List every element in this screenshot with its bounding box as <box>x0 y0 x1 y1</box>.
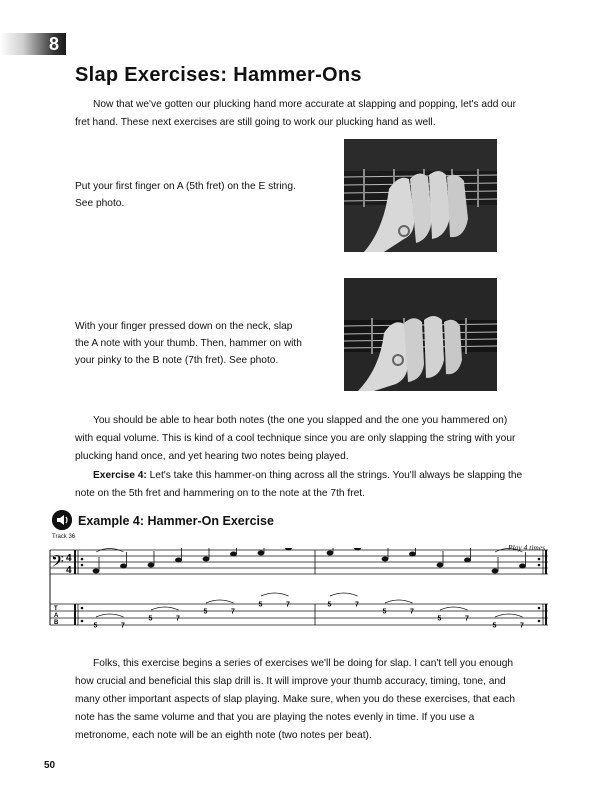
note-head <box>203 557 210 562</box>
note-heads <box>93 548 526 574</box>
tab-number: 7 <box>231 608 235 616</box>
chapter-number: 8 <box>48 34 59 54</box>
bass-fretting-hand-photo <box>344 139 497 252</box>
tab-letter-b: B <box>54 620 59 626</box>
note-head <box>175 558 182 563</box>
tab-number: 7 <box>520 622 524 630</box>
tab-slur <box>330 593 358 596</box>
tab-slur <box>151 607 179 610</box>
tab-number: 5 <box>492 622 497 630</box>
tab-slur <box>206 600 234 603</box>
body-paragraph: You should be able to hear both notes (the one you slapped and the one you hammered on) with equal volume. This is kind of a cool technique since you are only slapping the string with your plucking hand once, and yet hearing two notes being played. <box>75 415 516 462</box>
tab-number: 5 <box>382 608 387 616</box>
note-head <box>327 551 334 556</box>
exercise-label: Exercise 4: <box>93 470 147 481</box>
page-title: Slap Exercises: Hammer-Ons <box>75 64 362 86</box>
exercise-text: Let's take this hammer-on thing across all the strings. You'll always be slapping the note on the 5th fret and hammering on to the note at the 7th fret. <box>75 470 523 499</box>
tab-number: 7 <box>176 615 180 623</box>
tab-number: 5 <box>148 615 153 623</box>
audio-cd-icon[interactable] <box>52 510 72 530</box>
tab-letter-t: T <box>54 606 58 612</box>
photo-1-caption: Put your first finger on A (5th fret) on the E string. See photo. <box>75 181 296 209</box>
bass-hammer-on-photo <box>344 278 497 391</box>
page-number: 50 <box>44 760 56 771</box>
bass-clef: 𝄢 <box>51 551 64 575</box>
music-notation <box>40 548 560 643</box>
tab-slur <box>495 614 523 617</box>
note-head <box>409 552 416 557</box>
tab-number: 7 <box>286 601 290 609</box>
intro-paragraph: Now that we've gotten our plucking hand more accurate at slapping and popping, let's add our fret hand. These next exercises are still going to work our plucking hand as well. <box>75 99 516 128</box>
tab-number: 5 <box>437 615 442 623</box>
chapter-tab <box>0 33 66 55</box>
note-head <box>464 558 471 563</box>
closing-paragraph: Folks, this exercise begins a series of exercises we'll be doing for slap. I can't tell you enough how crucial and beneficial this slap drill is. It will improve your thumb accuracy, timing, tone, and many other important aspects of slap playing. Make sure, when you do these exercises, that each note has the same volume and that you are playing the notes evenly in time. If you use a metronome, each note will be an eighth note (two notes per beat). <box>75 658 515 741</box>
note-head <box>492 569 499 574</box>
note-head <box>230 552 237 557</box>
note-head <box>519 564 526 569</box>
track-label: Track 36 <box>52 534 76 540</box>
photo-2-caption: With your finger pressed down on the neck, slap the A note with your thumb. Then, hammer on with your pinky to the B note (7th fret). See photo. <box>75 321 302 366</box>
time-signature-bottom: 4 <box>66 565 72 576</box>
tab-number: 7 <box>465 615 469 623</box>
tab-number: 5 <box>93 622 98 630</box>
tab-slur <box>261 593 289 596</box>
note-head <box>258 551 265 556</box>
tab-slur <box>96 614 124 617</box>
tab-number: 7 <box>410 608 414 616</box>
tab-number: 5 <box>203 608 208 616</box>
tab-slur <box>385 600 413 603</box>
note-head <box>148 563 155 568</box>
tab-number: 5 <box>258 601 263 609</box>
example-title: Example 4: Hammer-On Exercise <box>78 514 274 528</box>
tab-number: 7 <box>121 622 125 630</box>
time-signature-top: 4 <box>66 553 72 564</box>
bass-staff <box>50 550 548 574</box>
tab-slur <box>440 607 468 610</box>
tab-letter-a: A <box>54 613 59 619</box>
note-head <box>93 569 100 574</box>
note-head <box>120 564 127 569</box>
note-head <box>382 557 389 562</box>
exercise-paragraph <box>75 467 527 503</box>
tab-number: 7 <box>355 601 359 609</box>
tab-number: 5 <box>327 601 332 609</box>
repeat-note: Play 4 times <box>508 543 546 552</box>
note-head <box>437 563 444 568</box>
